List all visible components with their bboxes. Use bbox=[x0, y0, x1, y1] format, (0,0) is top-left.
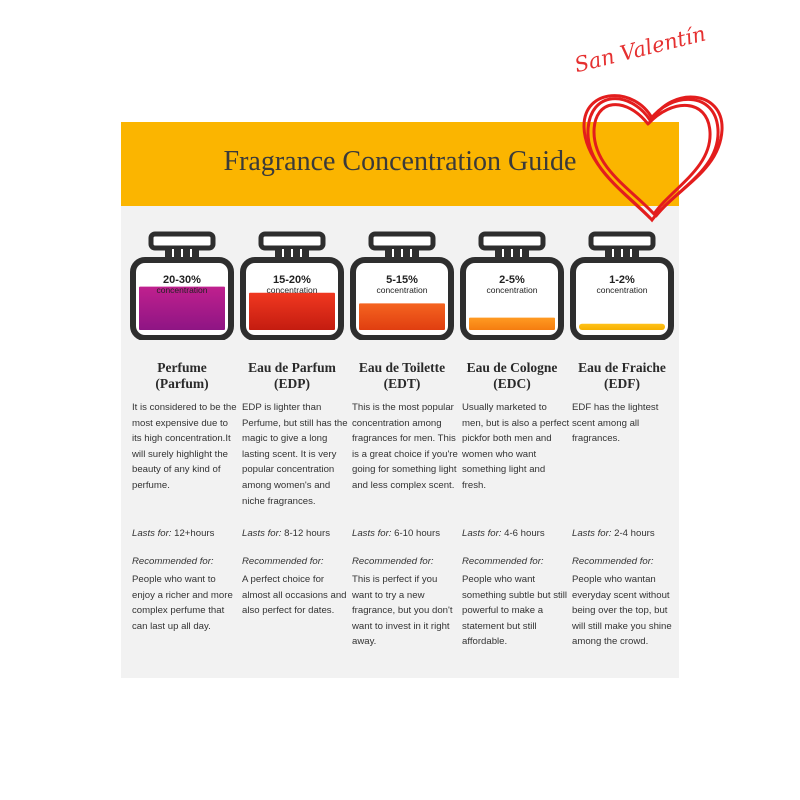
lasts-for bbox=[132, 528, 242, 539]
lasts-label: Lasts for: bbox=[132, 528, 172, 539]
recommended-label: Recommended for: bbox=[242, 556, 324, 567]
concentration-percent: 2-5% bbox=[499, 274, 525, 286]
recommended-label: Recommended for: bbox=[352, 556, 434, 567]
concentration-percent: 15-20% bbox=[273, 274, 311, 286]
recommended-text: People who want something subtle but still powerful to make a statement but still affordable. bbox=[462, 574, 568, 648]
fragrance-description: EDP is lighter than Perfume, but still has the magic to give a long lasting scent. It is very popular concentration among women's and niche fragrances. bbox=[242, 402, 348, 507]
lasts-label: Lasts for: bbox=[242, 528, 282, 539]
recommended-label: Recommended for: bbox=[132, 556, 214, 567]
lasts-for bbox=[352, 528, 462, 539]
fragrance-description: It is considered to be the most expensive due to its high concentration.It will surely highlight the beauty of any kind of perfume. bbox=[132, 402, 237, 491]
lasts-value: 12+hours bbox=[174, 528, 215, 539]
lasts-for bbox=[462, 528, 572, 539]
concentration-label: concentration bbox=[486, 285, 538, 295]
bottle-cap bbox=[151, 234, 213, 248]
concentration-label: concentration bbox=[156, 285, 208, 295]
lasts-value: 2-4 hours bbox=[614, 528, 655, 539]
recommended-text: This is perfect if you want to try a new fragrance, but you don't want to invest in it right away. bbox=[352, 574, 453, 648]
concentration-label: concentration bbox=[266, 285, 318, 295]
concentration-label: concentration bbox=[376, 285, 428, 295]
recommended-text: People who wantan everyday scent without being over the top, but will still make you shine among the crowd. bbox=[572, 574, 672, 648]
lasts-label: Lasts for: bbox=[352, 528, 392, 539]
lasts-for bbox=[242, 528, 352, 539]
bottle-liquid bbox=[249, 293, 335, 330]
lasts-for bbox=[572, 528, 682, 539]
concentration-percent: 20-30% bbox=[163, 274, 201, 286]
bottle-liquid bbox=[469, 318, 555, 330]
bottle-cap bbox=[481, 234, 543, 248]
recommended-text: People who want to enjoy a richer and more complex perfume that can last up all day. bbox=[132, 574, 233, 632]
recommended-label: Recommended for: bbox=[572, 556, 654, 567]
lasts-label: Lasts for: bbox=[572, 528, 612, 539]
fragrance-name: Eau de Cologne (EDC) bbox=[466, 360, 558, 391]
recommended-text: A perfect choice for almost all occasions and also perfect for dates. bbox=[242, 574, 347, 617]
fragrance-description: Usually marketed to men, but is also a perfect pickfor both men and women who want something light and fresh. bbox=[462, 402, 570, 491]
bottle-cap bbox=[261, 234, 323, 248]
lasts-value: 6-10 hours bbox=[394, 528, 441, 539]
recommended-label: Recommended for: bbox=[462, 556, 544, 567]
fragrance-description: This is the most popular concentration among fragrances for men. This is a great choice if you're going for something light and less complex scent. bbox=[352, 402, 458, 491]
lasts-label: Lasts for: bbox=[462, 528, 502, 539]
page-title: Fragrance Concentration Guide bbox=[223, 146, 577, 177]
bottle-liquid bbox=[579, 324, 665, 330]
concentration-percent: 1-2% bbox=[609, 274, 635, 286]
bottle-liquid bbox=[359, 303, 445, 330]
fragrance-description: EDF has the lightest scent among all fragrances. bbox=[572, 402, 659, 445]
san-valentin-label: San Valentín bbox=[572, 21, 709, 78]
bottle-cap bbox=[371, 234, 433, 248]
fragrance-name: Perfume (Parfum) bbox=[155, 360, 209, 391]
fragrance-name: Eau de Fraiche (EDF) bbox=[578, 360, 666, 391]
fragrance-name: Eau de Toilette (EDT) bbox=[358, 360, 446, 391]
concentration-percent: 5-15% bbox=[386, 274, 418, 286]
lasts-value: 8-12 hours bbox=[284, 528, 331, 539]
lasts-value: 4-6 hours bbox=[504, 528, 545, 539]
concentration-label: concentration bbox=[596, 285, 648, 295]
fragrance-name: Eau de Parfum (EDP) bbox=[248, 360, 336, 391]
